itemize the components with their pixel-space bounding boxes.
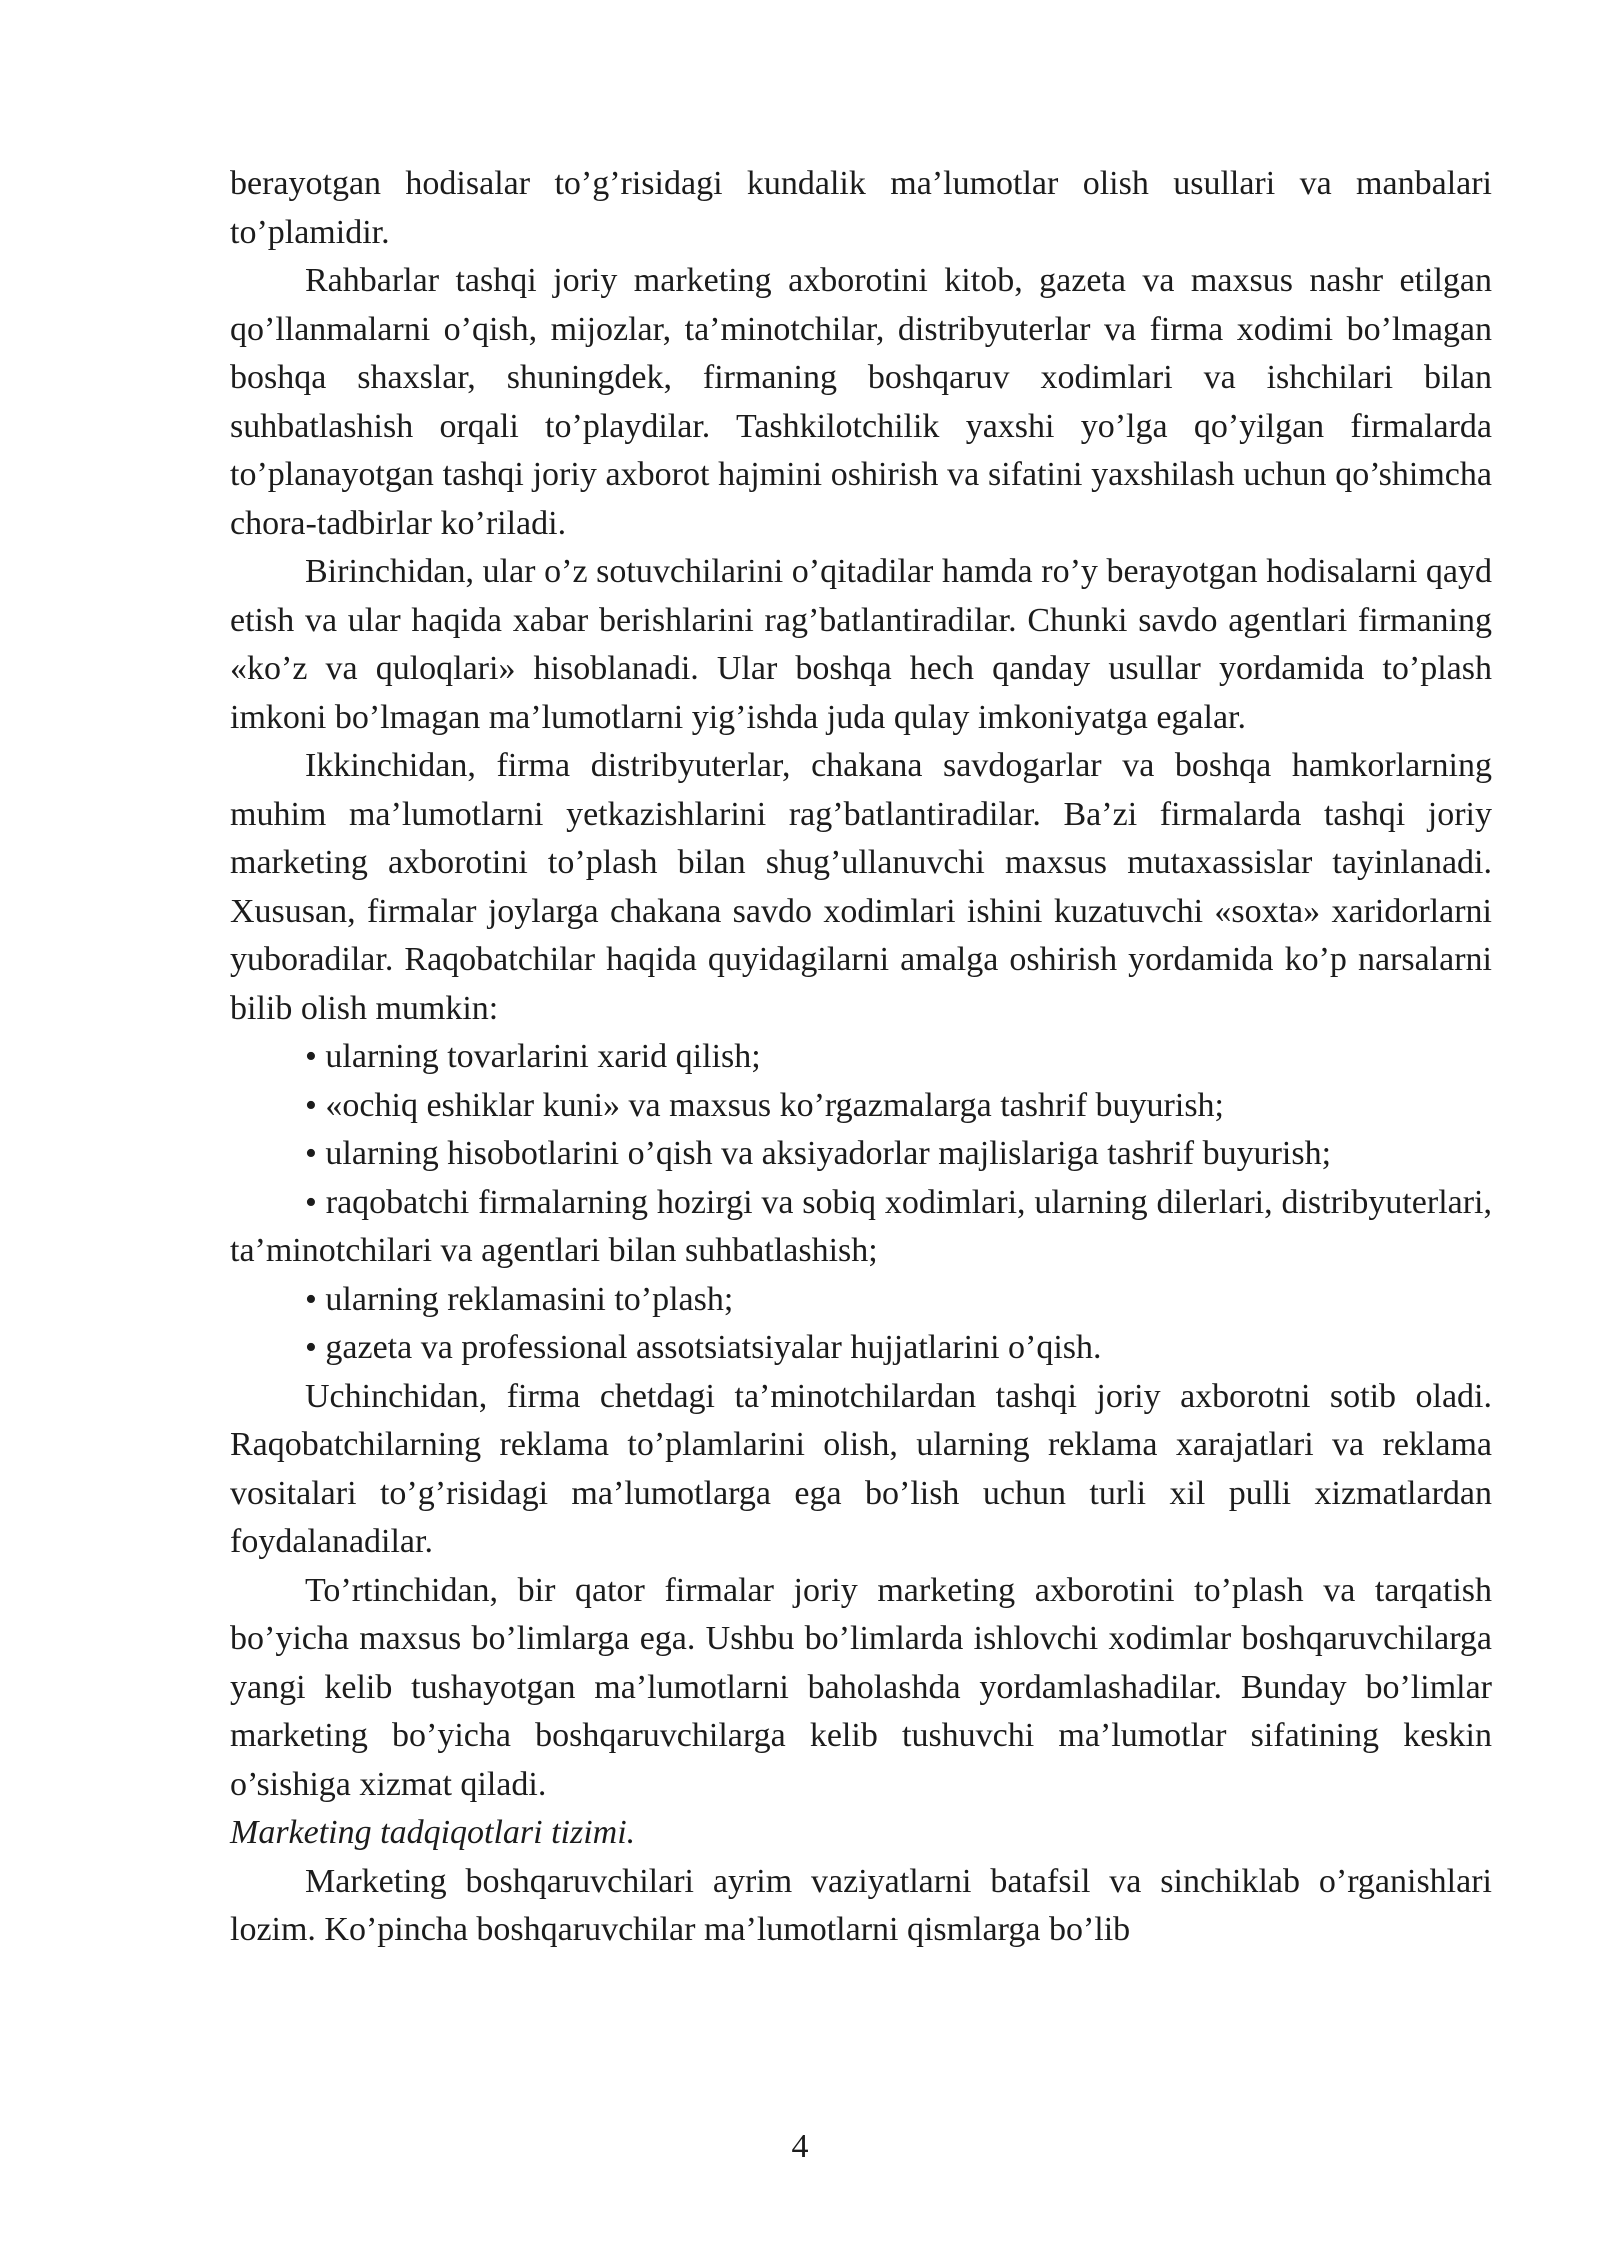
bullet-item [230, 1033, 1492, 1082]
bullet-text: gazeta va professional assotsiatsiyalar hujjatlarini o’qish. [325, 1329, 1102, 1366]
bullet-item [230, 1324, 1492, 1373]
bullet-text: «ochiq eshiklar kuni» va maxsus ko’rgazmalarga tashrif buyurish; [325, 1086, 1224, 1124]
document-body [230, 160, 1492, 1955]
bullet-marker: • [305, 1038, 317, 1075]
bullet-item [230, 1276, 1492, 1325]
paragraph-tortinchidan: To’rtinchidan, bir qator firmalar joriy marketing axborotini to’plash va tarqatish bo’yicha maxsus bo’limlarga ega. Ushbu bo’limlarda ishlovchi xodimlar boshqaruvchilarga yangi kelib tushayotgan ma’lumotlarni baholashda yordamlashadilar. Bunday bo’limlar marketing bo’yicha boshqaruvchilarga kelib tushuvchi ma’lumotlar sifatining keskin o’sishiga xizmat qiladi. [230, 1571, 1492, 1803]
bullet-marker: • [305, 1280, 317, 1318]
page-number: 4 [791, 2128, 809, 2165]
bullet-marker: • [305, 1135, 317, 1172]
paragraph-rahbarlar: Rahbarlar tashqi joriy marketing axborotini kitob, gazeta va maxsus nashr etilgan qo’llanmalarni o’qish, mijozlar, ta’minotchilar, distribyuterlar va firma xodimi bo’lmagan boshqa shaxslar, shuningdek, firmaning boshqaruv xodimlari va ishchilari bilan suhbatlashish orqali to’playdilar. Tashkilotchilik yaxshi yo’lga qo’yilgan firmalarda to’planayotgan tashqi joriy axborot hajmini oshirish va sifatini yaxshilash uchun qo’shimcha chora-tadbirlar ko’riladi. [230, 262, 1492, 542]
bullet-item [230, 1082, 1492, 1131]
bullet-text: raqobatchi firmalarning hozirgi va sobiq xodimlari, ularning dilerlari, distribyuterlari, ta’minotchilari va agentlari bilan suhbatlashish; [230, 1183, 1492, 1269]
bullet-text: ularning reklamasini to’plash; [325, 1280, 734, 1318]
bullet-marker: • [305, 1183, 317, 1221]
paragraph-continuation: berayotgan hodisalar to’g’risidagi kundalik ma’lumotlar olish usullari va manbalari to’plamidir. [230, 165, 1492, 251]
paragraph-uchinchidan: Uchinchidan, firma chetdagi ta’minotchilardan tashqi joriy axborotni sotib oladi. Raqobatchilarning reklama to’plamlarini olish, ularning reklama xarajatlari va reklama vositalari to’g’risidagi ma’lumotlarga ega bo’lish uchun turli xil pulli xizmatlardan foydalanadilar. [230, 1377, 1492, 1560]
paragraph-marketing-boshqaruvchilari: Marketing boshqaruvchilari ayrim vaziyatlarni batafsil va sinchiklab o’rganishlari lozim. Ko’pincha boshqaruvchilar ma’lumotlarni qismlarga bo’lib [230, 1862, 1492, 1948]
section-subtitle: Marketing tadqiqotlari tizimi. [230, 1814, 636, 1851]
bullet-marker: • [305, 1086, 317, 1124]
paragraph-ikkinchidan: Ikkinchidan, firma distribyuterlar, chakana savdogarlar va boshqa hamkorlarning muhim ma’lumotlarni yetkazishlarini rag’batlantiradilar. Ba’zi firmalarda tashqi joriy marketing axborotini to’plash bilan shug’ullanuvchi maxsus mutaxassislar tayinlanadi. Xususan, firmalar joylarga chakana savdo xodimlari ishini kuzatuvchi «soxta» xaridorlarni yuboradilar. Raqobatchilar haqida quyidagilarni amalga oshirish yordamida ko’p narsalarni bilib olish mumkin: [230, 747, 1492, 1027]
bullet-item [230, 1130, 1492, 1179]
bullet-text: ularning tovarlarini xarid qilish; [325, 1038, 761, 1075]
bullet-text: ularning hisobotlarini o’qish va aksiyadorlar majlislariga tashrif buyurish; [325, 1135, 1332, 1172]
bullet-marker: • [305, 1329, 317, 1366]
bullet-item [230, 1179, 1492, 1276]
paragraph-birinchidan: Birinchidan, ular o’z sotuvchilarini o’qitadilar hamda ro’y berayotgan hodisalarni qayd etish va ular haqida xabar berishlarini rag’batlantiradilar. Chunki savdo agentlari firmaning «ko’z va quloqlari» hisoblanadi. Ular boshqa hech qanday usullar yordamida to’plash imkoni bo’lmagan ma’lumotlarni yig’ishda juda qulay imkoniyatga egalar. [230, 553, 1492, 736]
